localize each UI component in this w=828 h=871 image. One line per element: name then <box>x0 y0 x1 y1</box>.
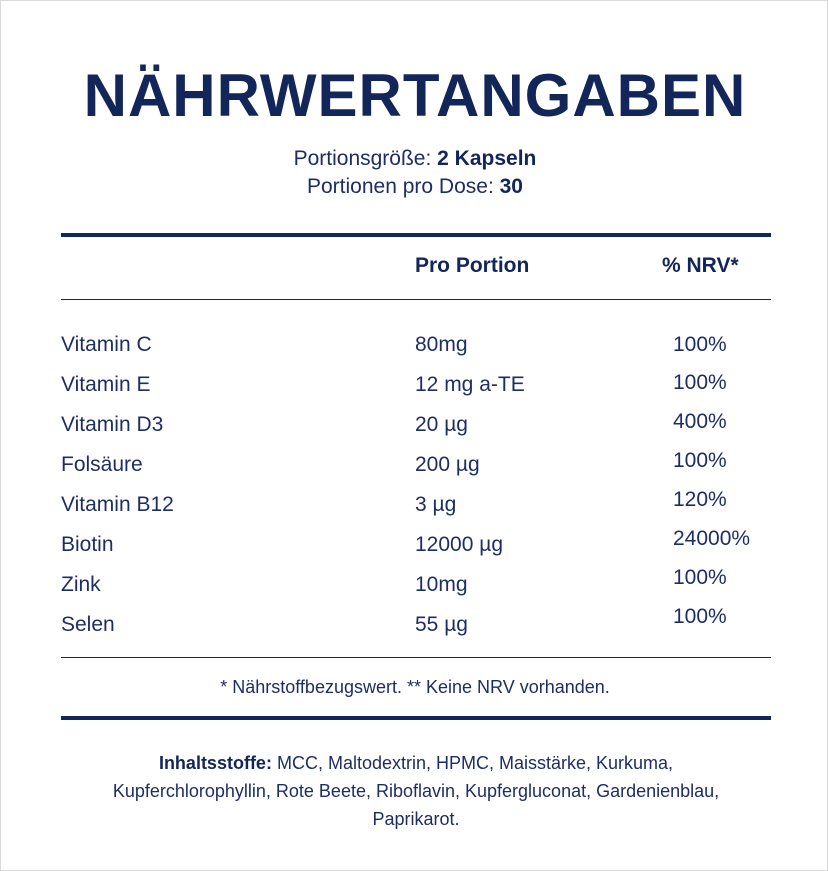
nutrient-name: Vitamin B12 <box>61 493 174 516</box>
nutrient-name: Biotin <box>61 533 114 556</box>
nutrient-nrv: 100% <box>673 371 727 394</box>
nutrient-nrv: 120% <box>673 488 727 511</box>
nutrient-name: Vitamin E <box>61 373 151 396</box>
nrv-footnote: * Nährstoffbezugswert. ** Keine NRV vorhanden. <box>220 677 610 697</box>
serving-size-label: Portionsgröße: <box>293 147 432 170</box>
table-row <box>1 333 828 373</box>
nutrient-name: Selen <box>61 613 115 636</box>
nutrient-amount: 20 µg <box>415 413 468 436</box>
serving-size-value: 2 Kapseln <box>437 147 537 170</box>
top-divider <box>61 233 771 237</box>
nutrient-nrv: 100% <box>673 566 727 589</box>
table-row <box>1 605 828 653</box>
nutrient-name: Folsäure <box>61 453 143 476</box>
nutrient-nrv: 400% <box>673 410 727 433</box>
nutrient-amount: 12000 µg <box>415 533 504 556</box>
servings-per-container <box>1 175 828 199</box>
table-row <box>1 449 828 493</box>
ingredients-list <box>91 749 741 833</box>
column-header-per-serving: Pro Portion <box>415 254 530 277</box>
column-header-nrv: % NRV* <box>662 254 739 277</box>
nutrient-amount: 3 µg <box>415 493 457 516</box>
serving-size <box>1 147 828 171</box>
table-row <box>1 373 828 413</box>
nutrient-nrv: 24000% <box>673 527 751 550</box>
nutrient-name: Zink <box>61 573 101 596</box>
table-row <box>1 410 828 453</box>
table-bottom-divider <box>61 657 771 658</box>
nutrient-nrv: 100% <box>673 605 727 628</box>
nutrient-nrv: 100% <box>673 333 727 356</box>
servings-per-container-value: 30 <box>499 175 523 198</box>
nutrient-amount: 55 µg <box>415 613 468 636</box>
page-title: NÄHRWERTANGABEN <box>83 62 747 129</box>
nutrient-amount: 200 µg <box>415 453 480 476</box>
ingredients-text: MCC, Maltodextrin, HPMC, Maisstärke, Kurkuma, Kupferchlorophyllin, Rote Beete, Riboflavin, Kupfergluconat, Gardenienblau, Paprikarot. <box>112 753 720 829</box>
nutrient-nrv: 100% <box>673 449 727 472</box>
header-divider <box>61 299 771 300</box>
nutrient-amount: 80mg <box>415 333 468 356</box>
nutrient-name: Vitamin C <box>61 333 152 356</box>
nutrient-amount: 12 mg a-TE <box>415 373 525 396</box>
nutrient-amount: 10mg <box>415 573 468 596</box>
ingredients-label: Inhaltsstoffe: <box>158 753 272 773</box>
nutrient-name: Vitamin D3 <box>61 413 164 436</box>
bottom-divider <box>61 716 771 720</box>
servings-per-container-label: Portionen pro Dose: <box>307 175 494 198</box>
